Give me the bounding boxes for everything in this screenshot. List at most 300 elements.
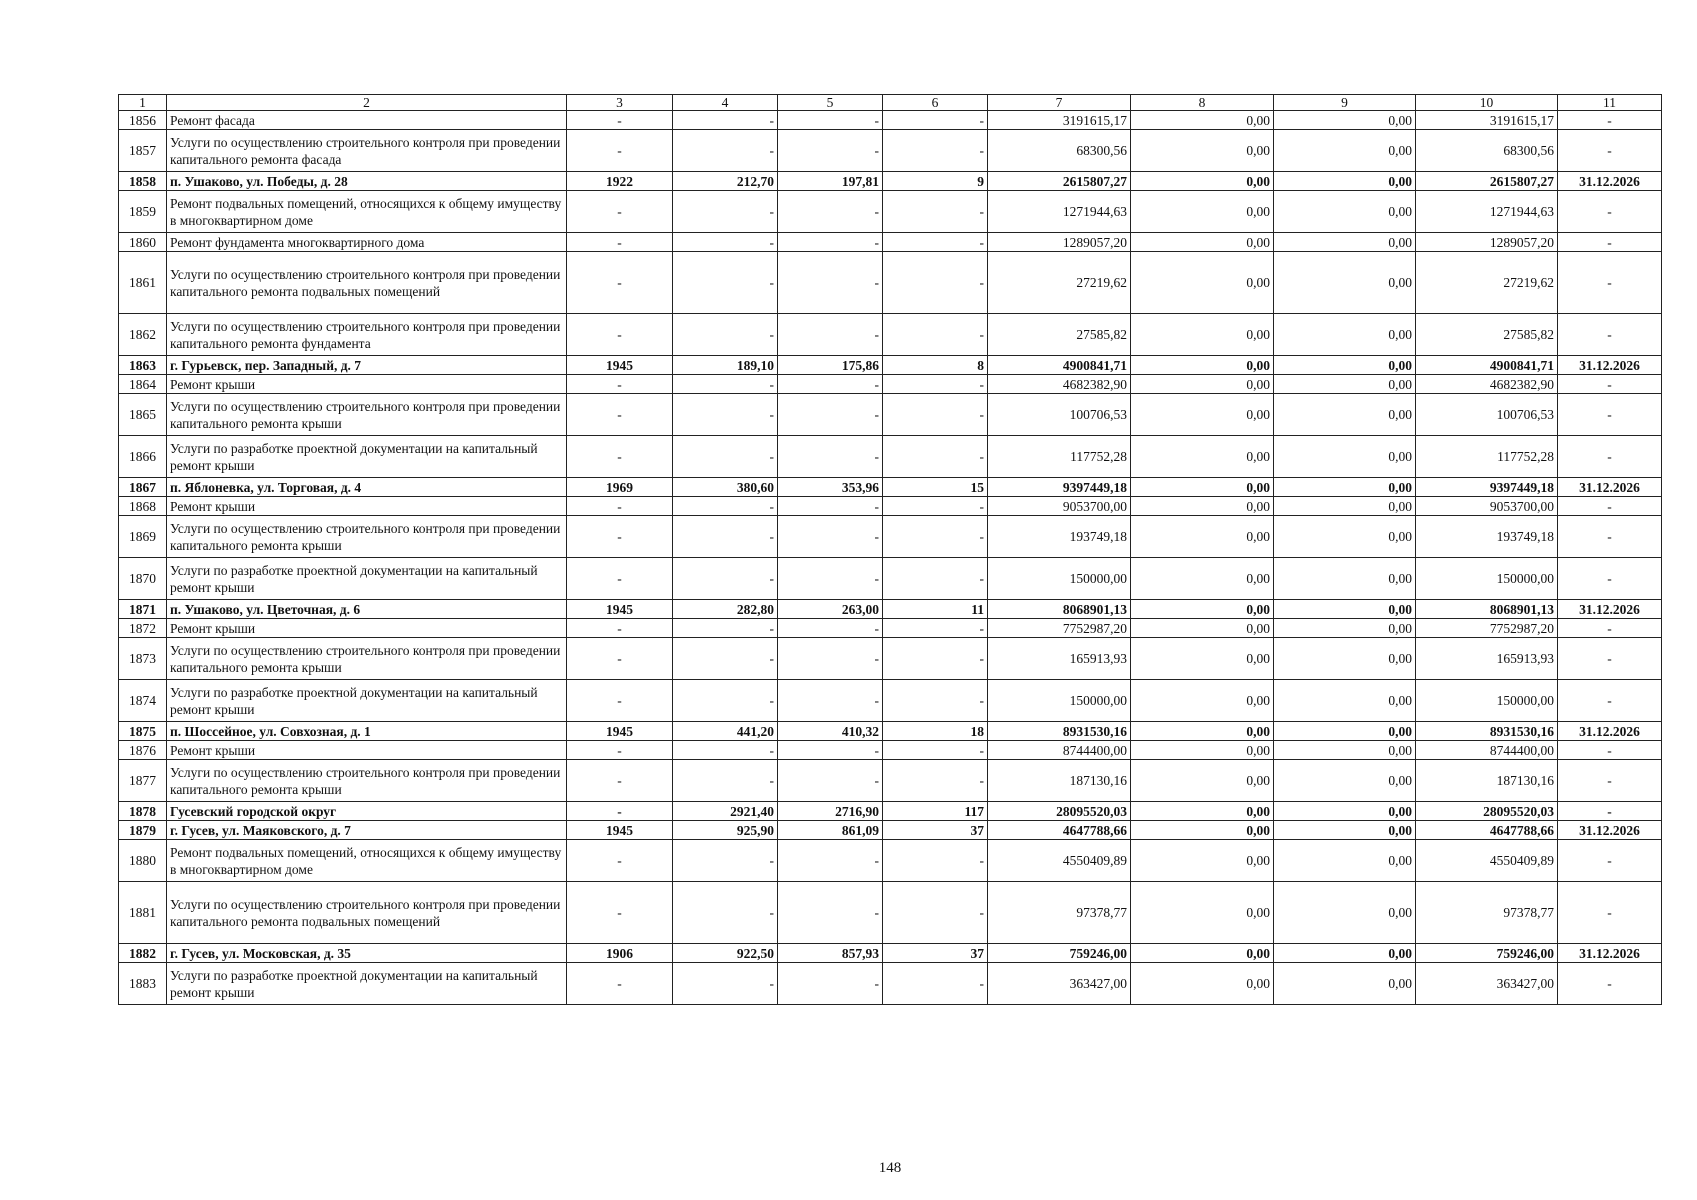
cell-total-cost: 2615807,27 <box>988 172 1131 191</box>
table-row <box>119 516 1662 558</box>
cell-fund-cost: 0,00 <box>1131 497 1274 516</box>
cell-description: Услуги по осуществлению строительного контроля при проведении капитального ремонта крыши <box>167 760 567 802</box>
cell-area-living: - <box>778 394 883 436</box>
cell-year: 1906 <box>567 944 673 963</box>
header-row <box>119 95 1662 111</box>
cell-deadline: - <box>1558 760 1662 802</box>
cell-row-index: 1863 <box>119 356 167 375</box>
cell-other-cost: 0,00 <box>1274 233 1416 252</box>
cell-total-cost: 187130,16 <box>988 760 1131 802</box>
cell-description: Ремонт крыши <box>167 375 567 394</box>
table-row <box>119 741 1662 760</box>
cell-area-total: - <box>673 840 778 882</box>
cell-other-cost: 0,00 <box>1274 252 1416 314</box>
cell-row-index: 1862 <box>119 314 167 356</box>
cell-row-index: 1857 <box>119 130 167 172</box>
cell-fund-cost: 0,00 <box>1131 375 1274 394</box>
cell-row-index: 1860 <box>119 233 167 252</box>
cell-description: Ремонт фундамента многоквартирного дома <box>167 233 567 252</box>
cell-total-cost: 9397449,18 <box>988 478 1131 497</box>
cell-area-living: - <box>778 375 883 394</box>
cell-fund-cost: 0,00 <box>1131 963 1274 1005</box>
cell-residents: - <box>883 638 988 680</box>
cell-description: Гусевский городской округ <box>167 802 567 821</box>
cell-total-cost: 4900841,71 <box>988 356 1131 375</box>
cell-other-cost: 0,00 <box>1274 722 1416 741</box>
cell-fund-cost: 0,00 <box>1131 741 1274 760</box>
cell-regional-cost: 150000,00 <box>1416 558 1558 600</box>
cell-year: - <box>567 130 673 172</box>
cell-residents: - <box>883 111 988 130</box>
cell-description: Услуги по разработке проектной документации на капитальный ремонт крыши <box>167 558 567 600</box>
cell-total-cost: 363427,00 <box>988 963 1131 1005</box>
cell-regional-cost: 4647788,66 <box>1416 821 1558 840</box>
cell-regional-cost: 4682382,90 <box>1416 375 1558 394</box>
cell-other-cost: 0,00 <box>1274 760 1416 802</box>
cell-deadline: - <box>1558 638 1662 680</box>
cell-total-cost: 4682382,90 <box>988 375 1131 394</box>
cell-year: 1969 <box>567 478 673 497</box>
cell-area-living: 175,86 <box>778 356 883 375</box>
cell-deadline: 31.12.2026 <box>1558 356 1662 375</box>
cell-residents: - <box>883 497 988 516</box>
page-number: 148 <box>878 1160 902 1176</box>
cell-area-total: - <box>673 252 778 314</box>
cell-other-cost: 0,00 <box>1274 802 1416 821</box>
cell-area-total: - <box>673 191 778 233</box>
cell-fund-cost: 0,00 <box>1131 760 1274 802</box>
cell-total-cost: 150000,00 <box>988 558 1131 600</box>
cell-year: - <box>567 963 673 1005</box>
cell-residents: - <box>883 516 988 558</box>
cell-other-cost: 0,00 <box>1274 741 1416 760</box>
cell-row-index: 1877 <box>119 760 167 802</box>
cell-area-living: - <box>778 760 883 802</box>
cell-area-living: - <box>778 130 883 172</box>
table-row <box>119 840 1662 882</box>
cell-total-cost: 759246,00 <box>988 944 1131 963</box>
table-row <box>119 394 1662 436</box>
cell-deadline: - <box>1558 619 1662 638</box>
cell-area-living: - <box>778 638 883 680</box>
cell-year: - <box>567 619 673 638</box>
cell-regional-cost: 187130,16 <box>1416 760 1558 802</box>
cell-area-living: - <box>778 882 883 944</box>
cell-row-index: 1880 <box>119 840 167 882</box>
cell-fund-cost: 0,00 <box>1131 191 1274 233</box>
cell-regional-cost: 68300,56 <box>1416 130 1558 172</box>
cell-year: - <box>567 760 673 802</box>
header-cell-1: 1 <box>119 95 167 111</box>
header-cell-2: 2 <box>167 95 567 111</box>
cell-other-cost: 0,00 <box>1274 600 1416 619</box>
cell-year: - <box>567 252 673 314</box>
cell-year: - <box>567 111 673 130</box>
cell-other-cost: 0,00 <box>1274 191 1416 233</box>
cell-deadline: - <box>1558 252 1662 314</box>
cell-area-total: - <box>673 882 778 944</box>
cell-deadline: - <box>1558 963 1662 1005</box>
cell-total-cost: 28095520,03 <box>988 802 1131 821</box>
cell-description: г. Гусев, ул. Маяковского, д. 7 <box>167 821 567 840</box>
cell-row-index: 1881 <box>119 882 167 944</box>
table-row <box>119 680 1662 722</box>
table-row <box>119 375 1662 394</box>
cell-area-total: 922,50 <box>673 944 778 963</box>
cell-regional-cost: 1289057,20 <box>1416 233 1558 252</box>
cell-description: Ремонт подвальных помещений, относящихся к общему имуществу в многоквартирном доме <box>167 840 567 882</box>
cell-area-living: 353,96 <box>778 478 883 497</box>
cell-area-total: - <box>673 741 778 760</box>
cell-description: Ремонт крыши <box>167 497 567 516</box>
cell-fund-cost: 0,00 <box>1131 394 1274 436</box>
cell-area-total: - <box>673 497 778 516</box>
cell-year: - <box>567 516 673 558</box>
cell-area-living: - <box>778 558 883 600</box>
cell-total-cost: 117752,28 <box>988 436 1131 478</box>
cell-deadline: 31.12.2026 <box>1558 821 1662 840</box>
cell-fund-cost: 0,00 <box>1131 478 1274 497</box>
cell-deadline: - <box>1558 840 1662 882</box>
header-cell-5: 5 <box>778 95 883 111</box>
cell-other-cost: 0,00 <box>1274 111 1416 130</box>
cell-total-cost: 27585,82 <box>988 314 1131 356</box>
header-cell-9: 9 <box>1274 95 1416 111</box>
cell-row-index: 1872 <box>119 619 167 638</box>
cell-year: - <box>567 394 673 436</box>
cell-residents: - <box>883 394 988 436</box>
cell-row-index: 1883 <box>119 963 167 1005</box>
cell-total-cost: 7752987,20 <box>988 619 1131 638</box>
cell-other-cost: 0,00 <box>1274 882 1416 944</box>
table-row <box>119 252 1662 314</box>
cell-total-cost: 150000,00 <box>988 680 1131 722</box>
cell-residents: 18 <box>883 722 988 741</box>
cell-residents: - <box>883 252 988 314</box>
cell-deadline: - <box>1558 802 1662 821</box>
cell-year: 1945 <box>567 600 673 619</box>
cell-row-index: 1861 <box>119 252 167 314</box>
table-row <box>119 802 1662 821</box>
cell-other-cost: 0,00 <box>1274 516 1416 558</box>
cell-regional-cost: 9397449,18 <box>1416 478 1558 497</box>
cell-deadline: 31.12.2026 <box>1558 478 1662 497</box>
cell-other-cost: 0,00 <box>1274 314 1416 356</box>
table-row <box>119 478 1662 497</box>
cell-area-total: - <box>673 760 778 802</box>
cell-area-total: - <box>673 638 778 680</box>
cell-row-index: 1859 <box>119 191 167 233</box>
cell-year: - <box>567 558 673 600</box>
cell-area-living: - <box>778 680 883 722</box>
cell-deadline: 31.12.2026 <box>1558 944 1662 963</box>
cell-total-cost: 4550409,89 <box>988 840 1131 882</box>
table-row <box>119 722 1662 741</box>
cell-area-living: - <box>778 497 883 516</box>
cell-regional-cost: 8744400,00 <box>1416 741 1558 760</box>
cell-fund-cost: 0,00 <box>1131 840 1274 882</box>
cell-year: - <box>567 882 673 944</box>
cell-description: Ремонт крыши <box>167 619 567 638</box>
cell-description: Услуги по разработке проектной документации на капитальный ремонт крыши <box>167 680 567 722</box>
cell-year: - <box>567 233 673 252</box>
cell-residents: - <box>883 840 988 882</box>
cell-regional-cost: 150000,00 <box>1416 680 1558 722</box>
cell-year: - <box>567 741 673 760</box>
cell-area-living: - <box>778 963 883 1005</box>
cell-row-index: 1873 <box>119 638 167 680</box>
table-row <box>119 314 1662 356</box>
cell-deadline: - <box>1558 394 1662 436</box>
cell-deadline: - <box>1558 111 1662 130</box>
cell-description: Услуги по осуществлению строительного контроля при проведении капитального ремонта крыши <box>167 516 567 558</box>
cell-total-cost: 165913,93 <box>988 638 1131 680</box>
cell-deadline: - <box>1558 233 1662 252</box>
cell-row-index: 1878 <box>119 802 167 821</box>
cell-total-cost: 9053700,00 <box>988 497 1131 516</box>
cell-regional-cost: 97378,77 <box>1416 882 1558 944</box>
cell-other-cost: 0,00 <box>1274 394 1416 436</box>
cell-deadline: - <box>1558 191 1662 233</box>
cell-residents: 9 <box>883 172 988 191</box>
cell-residents: - <box>883 619 988 638</box>
cell-regional-cost: 363427,00 <box>1416 963 1558 1005</box>
cell-regional-cost: 2615807,27 <box>1416 172 1558 191</box>
header-cell-3: 3 <box>567 95 673 111</box>
cell-area-living: 857,93 <box>778 944 883 963</box>
cell-area-total: - <box>673 516 778 558</box>
cell-fund-cost: 0,00 <box>1131 233 1274 252</box>
cell-regional-cost: 7752987,20 <box>1416 619 1558 638</box>
cell-total-cost: 193749,18 <box>988 516 1131 558</box>
cell-row-index: 1882 <box>119 944 167 963</box>
cell-deadline: - <box>1558 516 1662 558</box>
cell-year: - <box>567 314 673 356</box>
table-row <box>119 191 1662 233</box>
cell-regional-cost: 28095520,03 <box>1416 802 1558 821</box>
cell-residents: - <box>883 314 988 356</box>
cell-fund-cost: 0,00 <box>1131 172 1274 191</box>
cell-other-cost: 0,00 <box>1274 944 1416 963</box>
cell-description: п. Ушаково, ул. Победы, д. 28 <box>167 172 567 191</box>
cell-regional-cost: 8068901,13 <box>1416 600 1558 619</box>
cell-total-cost: 68300,56 <box>988 130 1131 172</box>
cell-residents: 15 <box>883 478 988 497</box>
cell-year: - <box>567 191 673 233</box>
cell-residents: 11 <box>883 600 988 619</box>
cell-regional-cost: 4550409,89 <box>1416 840 1558 882</box>
cell-total-cost: 4647788,66 <box>988 821 1131 840</box>
cell-fund-cost: 0,00 <box>1131 252 1274 314</box>
cell-other-cost: 0,00 <box>1274 840 1416 882</box>
cell-area-total: - <box>673 558 778 600</box>
cell-other-cost: 0,00 <box>1274 436 1416 478</box>
table-row <box>119 882 1662 944</box>
cell-area-living: - <box>778 111 883 130</box>
data-table <box>118 94 1662 1005</box>
cell-deadline: - <box>1558 314 1662 356</box>
cell-area-total: - <box>673 680 778 722</box>
cell-fund-cost: 0,00 <box>1131 722 1274 741</box>
cell-description: Услуги по осуществлению строительного контроля при проведении капитального ремонта подвальных помещений <box>167 252 567 314</box>
cell-row-index: 1869 <box>119 516 167 558</box>
cell-other-cost: 0,00 <box>1274 356 1416 375</box>
table-row <box>119 963 1662 1005</box>
header-cell-10: 10 <box>1416 95 1558 111</box>
table-row <box>119 497 1662 516</box>
cell-area-living: - <box>778 252 883 314</box>
cell-total-cost: 97378,77 <box>988 882 1131 944</box>
cell-year: - <box>567 638 673 680</box>
cell-area-living: - <box>778 233 883 252</box>
cell-area-living: 2716,90 <box>778 802 883 821</box>
cell-residents: - <box>883 375 988 394</box>
cell-residents: - <box>883 760 988 802</box>
cell-description: п. Яблоневка, ул. Торговая, д. 4 <box>167 478 567 497</box>
table-row <box>119 356 1662 375</box>
cell-deadline: - <box>1558 436 1662 478</box>
cell-residents: - <box>883 558 988 600</box>
cell-deadline: 31.12.2026 <box>1558 722 1662 741</box>
table-row <box>119 944 1662 963</box>
cell-deadline: - <box>1558 680 1662 722</box>
cell-other-cost: 0,00 <box>1274 375 1416 394</box>
cell-other-cost: 0,00 <box>1274 619 1416 638</box>
cell-regional-cost: 8931530,16 <box>1416 722 1558 741</box>
header-cell-4: 4 <box>673 95 778 111</box>
cell-deadline: - <box>1558 497 1662 516</box>
cell-area-living: 410,32 <box>778 722 883 741</box>
cell-residents: - <box>883 963 988 1005</box>
cell-regional-cost: 27219,62 <box>1416 252 1558 314</box>
table-row <box>119 111 1662 130</box>
table-row <box>119 638 1662 680</box>
cell-area-total: - <box>673 111 778 130</box>
cell-residents: 8 <box>883 356 988 375</box>
cell-residents: - <box>883 680 988 722</box>
cell-description: г. Гурьевск, пер. Западный, д. 7 <box>167 356 567 375</box>
cell-year: - <box>567 436 673 478</box>
cell-year: - <box>567 497 673 516</box>
header-cell-8: 8 <box>1131 95 1274 111</box>
cell-area-living: - <box>778 840 883 882</box>
cell-regional-cost: 759246,00 <box>1416 944 1558 963</box>
cell-residents: - <box>883 191 988 233</box>
cell-description: п. Шоссейное, ул. Совхозная, д. 1 <box>167 722 567 741</box>
cell-regional-cost: 165913,93 <box>1416 638 1558 680</box>
cell-area-total: - <box>673 436 778 478</box>
cell-description: Услуги по осуществлению строительного контроля при проведении капитального ремонта фундамента <box>167 314 567 356</box>
cell-fund-cost: 0,00 <box>1131 680 1274 722</box>
cell-total-cost: 1271944,63 <box>988 191 1131 233</box>
cell-other-cost: 0,00 <box>1274 963 1416 1005</box>
cell-area-living: - <box>778 516 883 558</box>
cell-area-total: 282,80 <box>673 600 778 619</box>
cell-description: Услуги по осуществлению строительного контроля при проведении капитального ремонта подвальных помещений <box>167 882 567 944</box>
cell-description: Услуги по осуществлению строительного контроля при проведении капитального ремонта фасада <box>167 130 567 172</box>
cell-row-index: 1879 <box>119 821 167 840</box>
cell-other-cost: 0,00 <box>1274 558 1416 600</box>
cell-row-index: 1868 <box>119 497 167 516</box>
header-cell-6: 6 <box>883 95 988 111</box>
cell-year: 1922 <box>567 172 673 191</box>
cell-residents: - <box>883 882 988 944</box>
cell-description: Услуги по разработке проектной документации на капитальный ремонт крыши <box>167 436 567 478</box>
cell-fund-cost: 0,00 <box>1131 356 1274 375</box>
cell-regional-cost: 27585,82 <box>1416 314 1558 356</box>
cell-area-total: 189,10 <box>673 356 778 375</box>
cell-year: 1945 <box>567 722 673 741</box>
cell-deadline: - <box>1558 558 1662 600</box>
cell-area-total: - <box>673 233 778 252</box>
cell-area-total: - <box>673 314 778 356</box>
cell-row-index: 1875 <box>119 722 167 741</box>
cell-fund-cost: 0,00 <box>1131 436 1274 478</box>
cell-regional-cost: 100706,53 <box>1416 394 1558 436</box>
cell-year: - <box>567 375 673 394</box>
cell-area-total: - <box>673 375 778 394</box>
cell-total-cost: 27219,62 <box>988 252 1131 314</box>
cell-description: Ремонт фасада <box>167 111 567 130</box>
table-row <box>119 821 1662 840</box>
cell-row-index: 1867 <box>119 478 167 497</box>
cell-description: Услуги по разработке проектной документации на капитальный ремонт крыши <box>167 963 567 1005</box>
cell-area-living: 861,09 <box>778 821 883 840</box>
cell-area-total: 212,70 <box>673 172 778 191</box>
cell-other-cost: 0,00 <box>1274 130 1416 172</box>
cell-residents: - <box>883 233 988 252</box>
cell-row-index: 1865 <box>119 394 167 436</box>
cell-residents: - <box>883 130 988 172</box>
cell-fund-cost: 0,00 <box>1131 558 1274 600</box>
header-cell-11: 11 <box>1558 95 1662 111</box>
cell-fund-cost: 0,00 <box>1131 130 1274 172</box>
cell-area-living: 263,00 <box>778 600 883 619</box>
table-row <box>119 436 1662 478</box>
table-row <box>119 130 1662 172</box>
cell-fund-cost: 0,00 <box>1131 638 1274 680</box>
cell-other-cost: 0,00 <box>1274 478 1416 497</box>
cell-year: - <box>567 680 673 722</box>
cell-year: 1945 <box>567 356 673 375</box>
cell-fund-cost: 0,00 <box>1131 516 1274 558</box>
cell-fund-cost: 0,00 <box>1131 821 1274 840</box>
cell-other-cost: 0,00 <box>1274 172 1416 191</box>
cell-area-living: - <box>778 619 883 638</box>
cell-description: Услуги по осуществлению строительного контроля при проведении капитального ремонта крыши <box>167 638 567 680</box>
cell-area-total: 441,20 <box>673 722 778 741</box>
cell-year: - <box>567 840 673 882</box>
cell-description: Ремонт подвальных помещений, относящихся к общему имуществу в многоквартирном доме <box>167 191 567 233</box>
cell-area-total: - <box>673 130 778 172</box>
table-row <box>119 600 1662 619</box>
cell-total-cost: 3191615,17 <box>988 111 1131 130</box>
cell-year: - <box>567 802 673 821</box>
cell-area-total: 925,90 <box>673 821 778 840</box>
cell-total-cost: 8744400,00 <box>988 741 1131 760</box>
cell-description: г. Гусев, ул. Московская, д. 35 <box>167 944 567 963</box>
cell-row-index: 1858 <box>119 172 167 191</box>
cell-row-index: 1864 <box>119 375 167 394</box>
cell-area-total: 380,60 <box>673 478 778 497</box>
cell-regional-cost: 1271944,63 <box>1416 191 1558 233</box>
cell-deadline: - <box>1558 882 1662 944</box>
cell-regional-cost: 117752,28 <box>1416 436 1558 478</box>
cell-area-living: - <box>778 741 883 760</box>
cell-area-total: 2921,40 <box>673 802 778 821</box>
cell-description: Услуги по осуществлению строительного контроля при проведении капитального ремонта крыши <box>167 394 567 436</box>
cell-fund-cost: 0,00 <box>1131 802 1274 821</box>
